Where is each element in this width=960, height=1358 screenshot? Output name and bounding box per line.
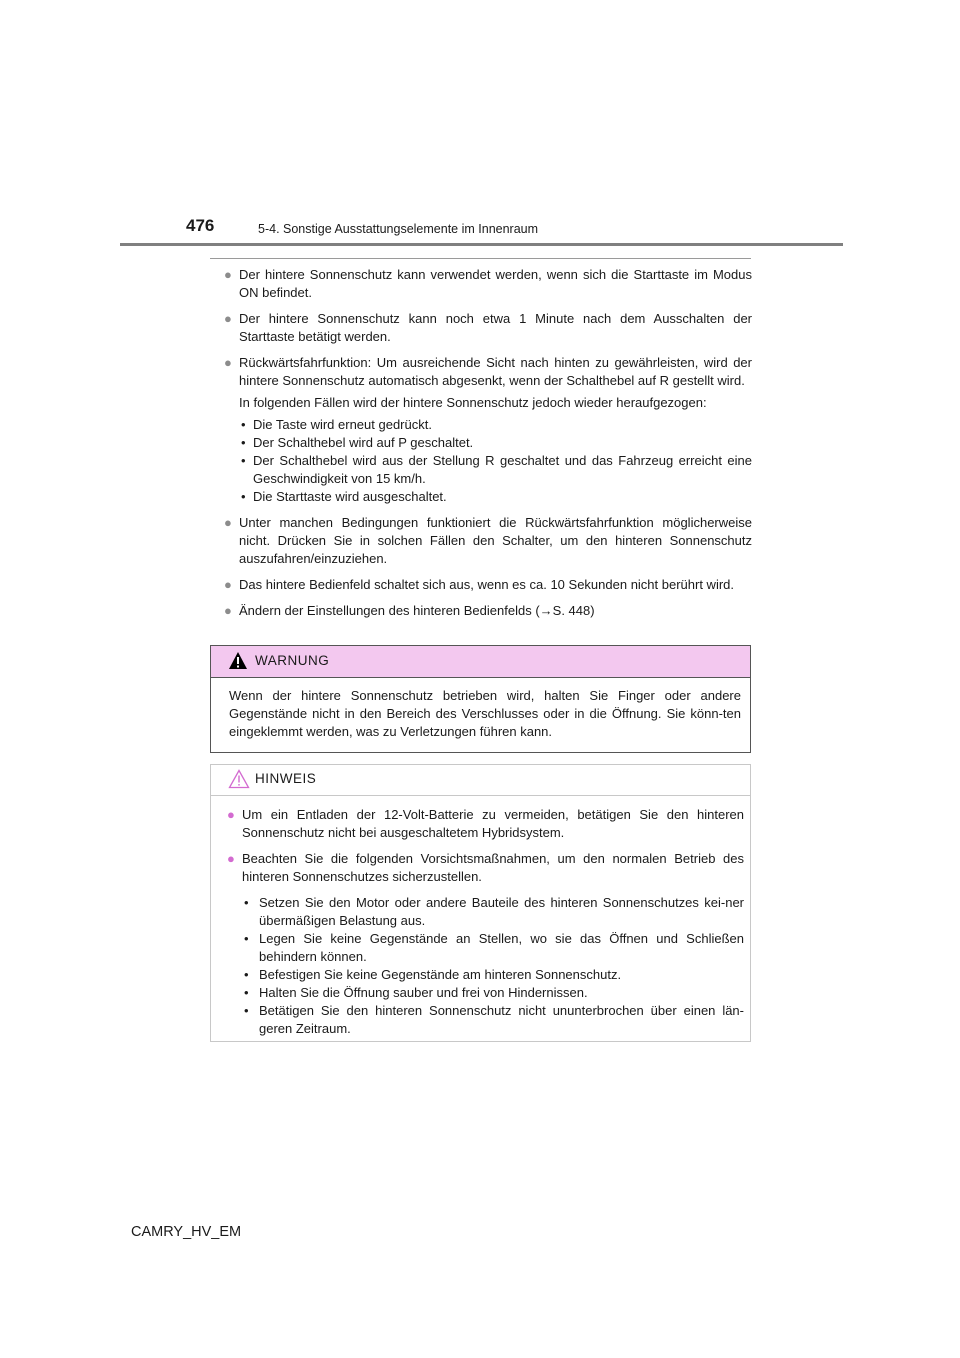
bullet-icon: ● (224, 515, 232, 530)
document-code: CAMRY_HV_EM (131, 1224, 242, 1240)
section-title: 5-4. Sonstige Ausstattungselemente im Innenraum (258, 222, 539, 236)
list-item-text: Der Schalthebel wird aus der Stellung R geschaltet und das Fahrzeug erreicht eine Geschwindigkeit von 15 km/h. (253, 453, 752, 486)
bullet-icon: ● (227, 851, 235, 866)
warning-header (211, 646, 750, 678)
list-item (239, 434, 752, 452)
warning-text: Wenn der hintere Sonnenschutz betrieben wird, halten Sie Finger oder andere Gegenstände nicht in den Bereich des Verschlusses oder in die Öffnung. Sie könn-ten eingeklemmt werden, was zu Verletzungen führen kann. (229, 688, 741, 739)
dot-icon: • (244, 931, 249, 946)
warning-icon (228, 651, 248, 670)
header-rule (120, 243, 843, 246)
list-item-text: Der Schalthebel wird auf P geschaltet. (253, 435, 474, 450)
list-item (242, 894, 744, 930)
bullet-icon: ● (224, 311, 232, 326)
note-item (224, 266, 752, 302)
bullet-icon: ● (224, 355, 232, 370)
notice-header (211, 765, 750, 796)
list-item-text: Setzen Sie den Motor oder andere Bauteile des hinteren Sonnenschutzes kei-ner übermäßigen Belastung aus. (259, 895, 744, 928)
bullet-icon: ● (224, 603, 232, 618)
note-item (224, 310, 752, 346)
dot-icon: • (244, 895, 249, 910)
top-rule (210, 258, 751, 259)
notice-body (227, 806, 744, 1046)
warning-box (210, 645, 751, 753)
dot-icon: • (241, 453, 246, 468)
note-item (224, 576, 752, 594)
dot-icon: • (241, 417, 246, 432)
note-text: Beachten Sie die folgenden Vorsichtsmaßnahmen, um den normalen Betrieb des hinteren Sonnenschutzes sicherzustellen. (242, 851, 744, 884)
notice-box (210, 764, 751, 1042)
note-item (227, 850, 744, 1038)
list-item (239, 488, 752, 506)
note-text: Ändern der Einstellungen des hinteren Bedienfelds (→S. 448) (239, 603, 595, 618)
note-text: Der hintere Sonnenschutz kann verwendet werden, wenn sich die Starttaste im Modus ON befindet. (239, 267, 752, 300)
dot-icon: • (244, 967, 249, 982)
list-item (242, 930, 744, 966)
list-item (242, 966, 744, 984)
dot-icon: • (244, 985, 249, 1000)
notice-title: HINWEIS (255, 771, 317, 786)
note-text: Das hintere Bedienfeld schaltet sich aus, wenn es ca. 10 Sekunden nicht berührt wird. (239, 577, 735, 592)
note-text: Um ein Entladen der 12-Volt-Batterie zu vermeiden, betätigen Sie den hinteren Sonnenschutz nicht bei ausgeschaltetem Hybridsystem. (242, 807, 744, 840)
note-text: Rückwärtsfahrfunktion: Um ausreichende Sicht nach hinten zu gewährleisten, wird der hintere Sonnenschutz automatisch abgesenkt, wenn der Schalthebel auf R gestellt wird. (239, 355, 752, 388)
list-item (242, 1002, 744, 1038)
bullet-icon: ● (227, 807, 235, 822)
dot-icon: • (241, 435, 246, 450)
page-number: 476 (186, 216, 215, 235)
list-item-text: Befestigen Sie keine Gegenstände am hinteren Sonnenschutz. (259, 967, 622, 982)
note-item (224, 602, 752, 620)
note-text: Der hintere Sonnenschutz kann noch etwa 1 Minute nach dem Ausschalten der Starttaste betätigt werden. (239, 311, 752, 344)
note-text: Unter manchen Bedingungen funktioniert die Rückwärtsfahrfunktion möglicherweise nicht. Drücken Sie in solchen Fällen den Schalter, um den hinteren Sonnenschutz auszufahren/einzuziehen. (239, 515, 752, 566)
list-item-text: Die Starttaste wird ausgeschaltet. (253, 489, 447, 504)
note-subtext: In folgenden Fällen wird der hintere Sonnenschutz jedoch wieder heraufgezogen: (239, 395, 707, 410)
precaution-list (242, 894, 744, 1038)
list-item-text: Halten Sie die Öffnung sauber und frei von Hindernissen. (259, 985, 588, 1000)
caution-outline-icon (228, 769, 250, 789)
dot-icon: • (241, 489, 246, 504)
list-item-text: Legen Sie keine Gegenstände an Stellen, wo sie das Öffnen und Schließen behindern können. (259, 931, 744, 964)
note-item (224, 354, 752, 506)
list-item-text: Betätigen Sie den hinteren Sonnenschutz nicht ununterbrochen über einen län-geren Zeitraum. (259, 1003, 744, 1036)
dot-icon: • (244, 1003, 249, 1018)
notes-list (224, 266, 752, 628)
list-item (239, 416, 752, 434)
list-item-text: Die Taste wird erneut gedrückt. (253, 417, 432, 432)
bullet-icon: ● (224, 577, 232, 592)
bullet-icon: ● (224, 267, 232, 282)
note-item (224, 514, 752, 568)
note-item (227, 806, 744, 842)
list-item (239, 452, 752, 488)
list-item (242, 984, 744, 1002)
condition-list (239, 416, 752, 506)
warning-title: WARNUNG (255, 653, 330, 668)
